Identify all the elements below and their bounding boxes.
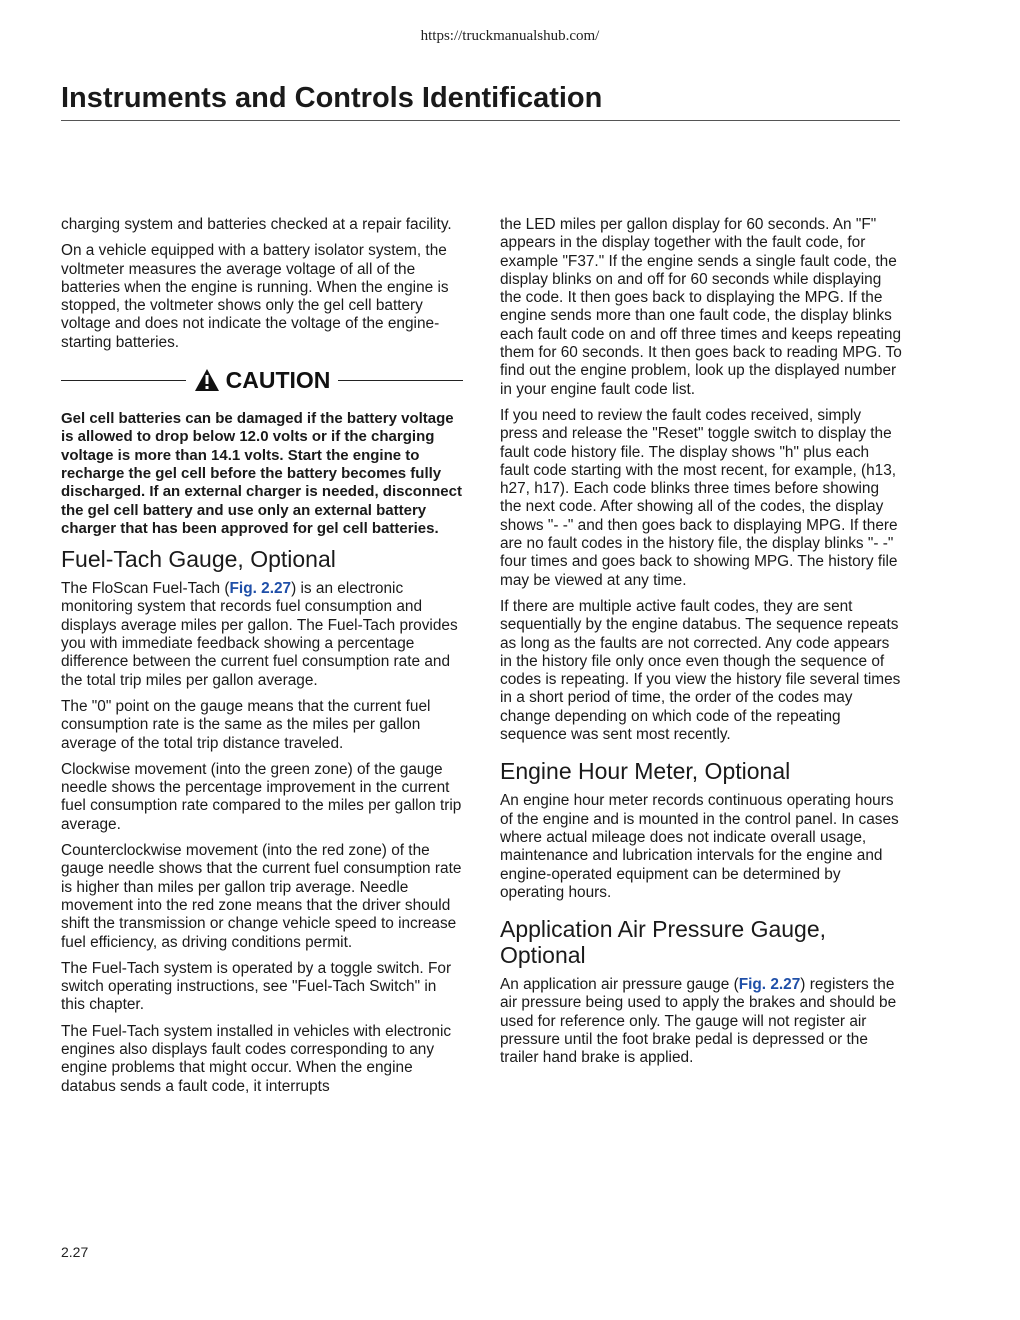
section-heading-fuel-tach: Fuel-Tach Gauge, Optional [61,546,336,573]
right-column [500,216,902,1076]
section-heading-air-pressure-gauge: Application Air Pressure Gauge, Optional [500,916,827,969]
caution-rule-left [61,380,186,381]
section-heading-engine-hour-meter: Engine Hour Meter, Optional [500,758,791,785]
paragraph: charging system and batteries checked at a repair facility. [61,216,452,233]
warning-triangle-icon [194,368,220,392]
paragraph: The Fuel-Tach system is operated by a toggle switch. For switch operating instructions, see "Fuel-Tach Switch" in this chapter. [61,959,452,1014]
paragraph: If you need to review the fault codes received, simply press and release the "Reset" toggle switch to display the fault code history file. The display shows "h" plus each fault code starting with the most recent, for example, (h13, h27, h17). Each code blinks three times before showing the next code. After showing all of the codes, the display shows "- -" and then goes back to displaying MPG. If there are no fault codes in the history file, the display blinks "- -" four times and goes back to showing MPG. The history file may be viewed at any time. [500,406,898,589]
caution-banner [61,364,463,396]
figure-link[interactable]: Fig. 2.27 [738,976,801,994]
caution-label: CAUTION [225,366,331,393]
paragraph: An engine hour meter records continuous operating hours of the engine and is mounted in the control panel. In cases where actual mileage does not indicate overall usage, maintenance and lubrication intervals for the engine and engine-operated equipment can be determined by operating hours. [500,792,899,901]
left-column [61,216,463,1104]
paragraph: If there are multiple active fault codes, they are sent sequentially by the engine databus. The sequence repeats as long as the faults are not corrected. Any code appears in the history file only once even though the sequence of codes is repeating. If you view the history file several times in a short period of time, the order of the codes may change depending on which code of the repeating sequence was sent most recently. [500,597,901,744]
source-url[interactable]: https://truckmanualshub.com/ [420,28,600,44]
paragraph: The Fuel-Tach system installed in vehicles with electronic engines also displays fault codes corresponding to any engine problems that might occur. When the engine databus sends a fault code, it interrupts [61,1022,452,1095]
figure-link[interactable]: Fig. 2.27 [229,580,292,598]
paragraph: On a vehicle equipped with a battery isolator system, the voltmeter measures the average voltage of all of the batteries when the engine is running. When the engine is stopped, the voltmeter shows only the gel cell battery voltage and does not indicate the voltage of the engine-starting batteries. [61,242,449,351]
paragraph: Counterclockwise movement (into the red zone) of the gauge needle shows that the current fuel consumption rate is higher than miles per gallon trip average. Needle movement into the red zone means that the driver should shift the transmission or change vehicle speed to increase fuel efficiency, as driving conditions permit. [61,842,462,951]
paragraph: Clockwise movement (into the green zone) of the gauge needle shows the percentage improvement in the current fuel consumption rate compared to the miles per gallon trip average. [61,760,462,833]
paragraph: the LED miles per gallon display for 60 seconds. An "F" appears in the display together with the fault code, for example "F37." If the engine sends a single fault code, the display blinks on and off for 60 seconds while displaying the code. It then goes back to displaying the MPG. If the engine sends more than one fault code, the display blinks each fault code on and off three times and keeps repeating them for 60 seconds. It then goes back to reading MPG. To find out the engine problem, look up the displayed number in your engine fault code list. [500,216,902,398]
title-divider [61,120,900,121]
paragraph: The "0" point on the gauge means that the current fuel consumption rate is the same as the miles per gallon average of the total trip distance traveled. [61,697,431,752]
caution-label-group [186,368,339,392]
caution-text: Gel cell batteries can be damaged if the battery voltage is allowed to drop below 12.0 volts or if the charging voltage is more than 14.1 volts. Start the engine to recharge the gel cell before the battery becomes fully discharged. If an external charger is needed, disconnect the gel cell battery and use only an external battery charger that has been approved for gel cell batteries. [61,410,462,537]
paragraph [500,976,902,1067]
page-title: Instruments and Controls Identification [61,82,603,114]
page-number: 2.27 [61,1244,89,1260]
paragraph [61,580,463,690]
text: An application air pressure gauge ( [500,976,739,994]
text: ) is an electronic monitoring system that records fuel consumption and displays average miles per gallon. The Fuel-Tach provides you with immediate feedback showing a percentage difference between the current fuel consumption rate and the total trip miles per gallon average. [61,580,458,689]
text: The FloScan Fuel-Tach ( [61,580,230,598]
text: ) registers the air pressure being used to apply the brakes and should be used for reference only. The gauge will not register air pressure until the foot brake pedal is depressed or the trailer hand brake is applied. [500,976,897,1067]
caution-rule-right [338,380,463,381]
